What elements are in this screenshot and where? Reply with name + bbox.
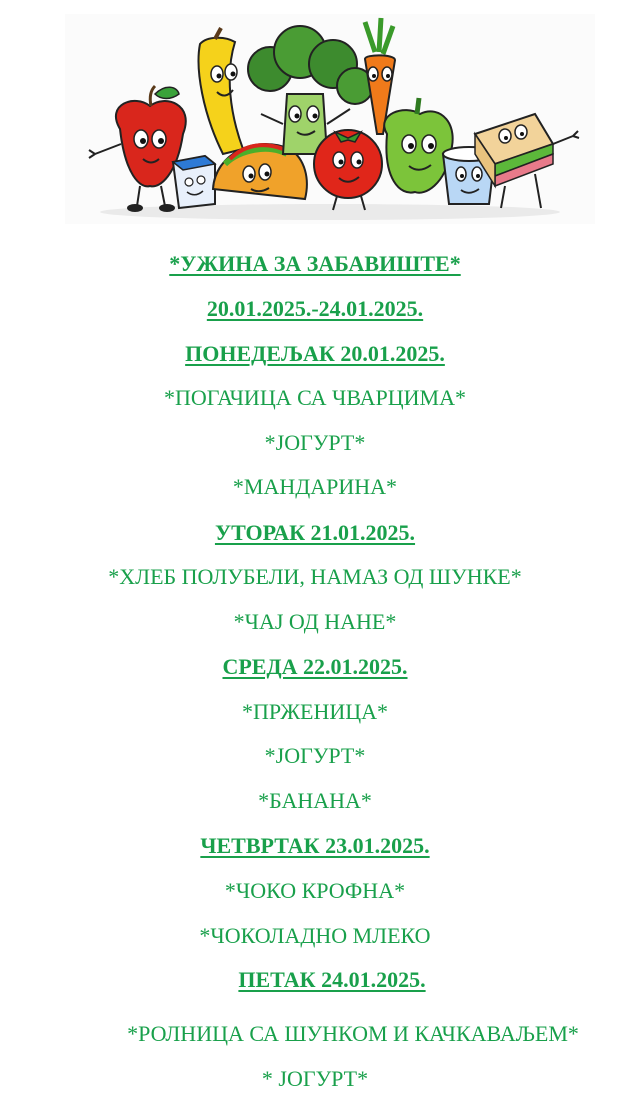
menu-title: *УЖИНА ЗА ЗАБАВИШТЕ* [169, 251, 461, 276]
wednesday-heading: СРЕДА 22.01.2025. [222, 654, 408, 679]
thursday-item: *ЧОКОЛАДНО МЛЕКО [199, 923, 431, 948]
wednesday-item: *ЈОГУРТ* [264, 743, 366, 768]
apple-character [89, 86, 186, 212]
thursday-heading: ЧЕТВРТАК 23.01.2025. [200, 833, 430, 858]
monday-item: *ПОГАЧИЦА СА ЧВАРЦИМА* [163, 385, 466, 410]
wednesday-item: *БАНАНА* [258, 788, 372, 813]
tomato-character [314, 130, 382, 210]
friday-item: *РОЛНИЦА СА ШУНКОМ И КАЧКАВАЉЕМ* [127, 1021, 579, 1046]
date-range: 20.01.2025.-24.01.2025. [206, 296, 424, 321]
wednesday-item: *ПРЖЕНИЦА* [241, 699, 389, 724]
green-pepper-character [384, 98, 452, 193]
monday-item: *ЈОГУРТ* [264, 430, 366, 455]
thursday-item: *ЧОКО КРОФНА* [224, 878, 406, 903]
tuesday-item: *ЧАЈ ОД НАНЕ* [233, 609, 397, 634]
tuesday-item: *ХЛЕБ ПОЛУБЕЛИ, НАМАЗ ОД ШУНКЕ* [108, 564, 522, 589]
friday-item: * ЈОГУРТ* [261, 1066, 369, 1091]
cartoon-fruits-vegetables-illustration [65, 14, 595, 224]
friday-heading: ПЕТАК 24.01.2025. [238, 967, 426, 992]
milk-carton-character [173, 156, 215, 208]
fruits-vegetables-banner [65, 14, 595, 224]
monday-heading: ПОНЕДЕЉАК 20.01.2025. [185, 341, 445, 366]
tuesday-heading: УТОРАК 21.01.2025. [214, 520, 416, 545]
banana-character [199, 28, 243, 154]
monday-item: *МАНДАРИНА* [232, 474, 398, 499]
